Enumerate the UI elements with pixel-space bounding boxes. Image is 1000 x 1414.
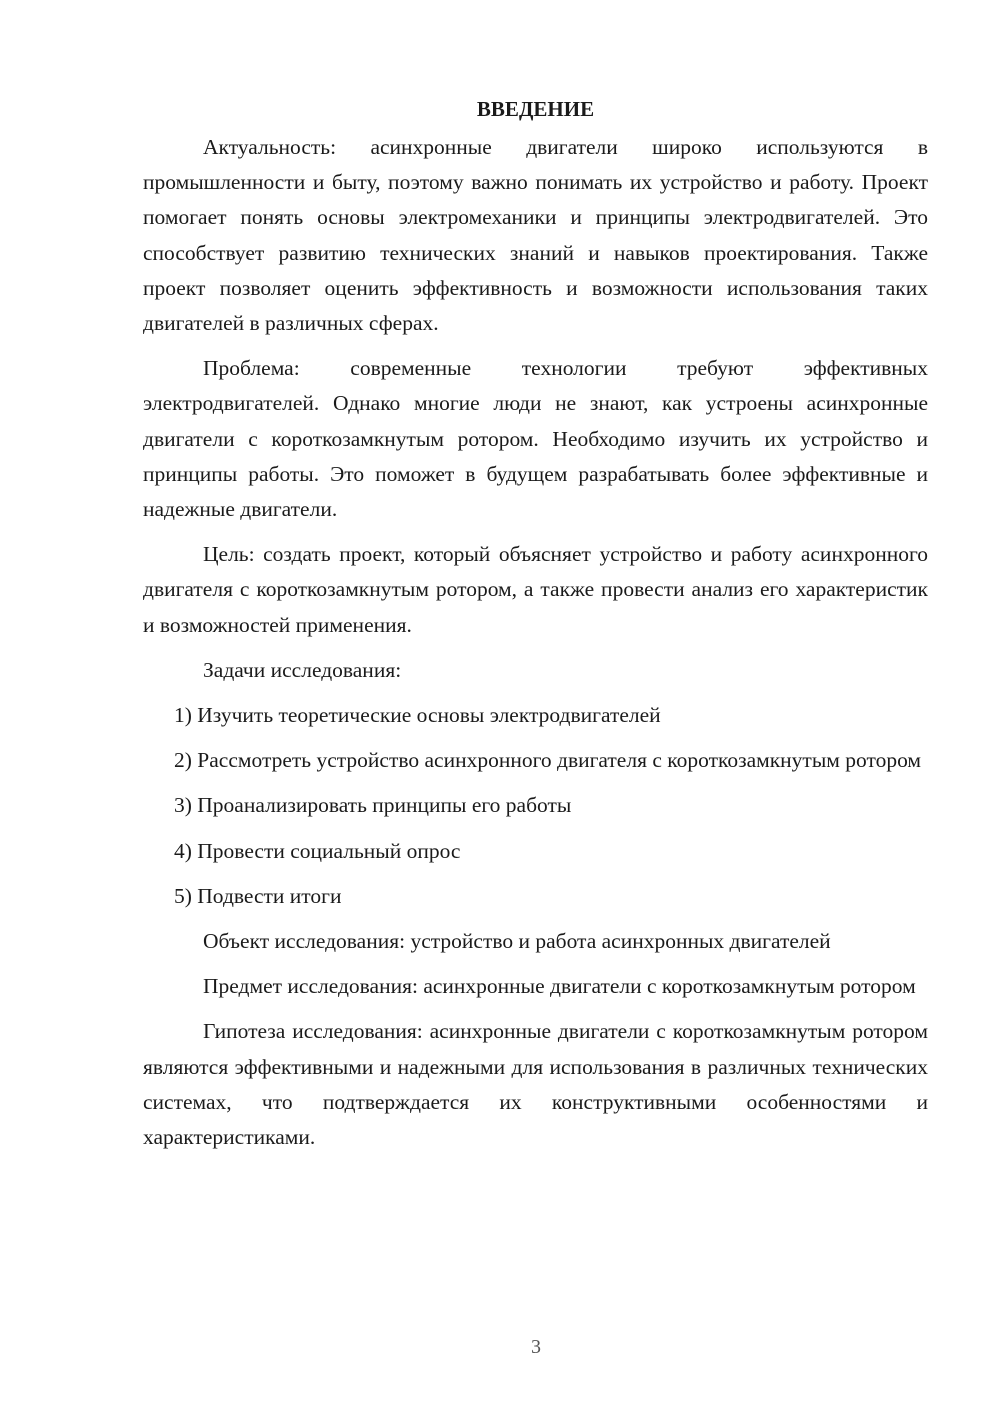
- goal-paragraph: Цель: создать проект, который объясняет устройство и работу асинхронного двигателя с короткозамкнутым ротором, а также провести анализ его характеристик и возможностей применения.: [143, 542, 928, 637]
- relevance-paragraph: Актуальность: асинхронные двигатели широко используются в промышленности и быту, поэтому важно понимать их устройство и работу. Проект помогает понять основы электромеханики и принципы электродвигателей. Это способствует развитию технических знаний и навыков проектирования. Также проект позволяет оценить эффективность и возможности использования таких двигателей в различных сферах.: [143, 135, 928, 336]
- page-number: 3: [531, 1336, 541, 1358]
- task-item-4: 4) Провести социальный опрос: [174, 838, 461, 863]
- object-paragraph: Объект исследования: устройство и работа асинхронных двигателей: [203, 929, 831, 954]
- task-item-3: 3) Проанализировать принципы его работы: [174, 793, 572, 818]
- subject-paragraph: Предмет исследования: асинхронные двигатели с короткозамкнутым ротором: [203, 974, 916, 999]
- problem-paragraph: Проблема: современные технологии требуют эффективных электродвигателей. Однако многие люди не знают, как устроены асинхронные двигатели с короткозамкнутым ротором. Необходимо изучить их устройство и принципы работы. Это поможет в будущем разрабатывать более эффективные и надежные двигатели.: [143, 356, 928, 522]
- hypothesis-paragraph: Гипотеза исследования: асинхронные двигатели с короткозамкнутым ротором являются эффективными и надежными для использования в различных технических системах, что подтверждается их конструктивными особенностями и характеристиками.: [143, 1019, 928, 1150]
- tasks-heading: Задачи исследования:: [203, 657, 402, 682]
- section-title: ВВЕДЕНИЕ: [476, 97, 595, 121]
- task-item-2: 2) Рассмотреть устройство асинхронного двигателя с короткозамкнутым ротором: [174, 748, 922, 773]
- task-item-1: 1) Изучить теоретические основы электродвигателей: [174, 703, 661, 728]
- task-item-5: 5) Подвести итоги: [174, 883, 342, 908]
- page-content: [143, 92, 928, 1165]
